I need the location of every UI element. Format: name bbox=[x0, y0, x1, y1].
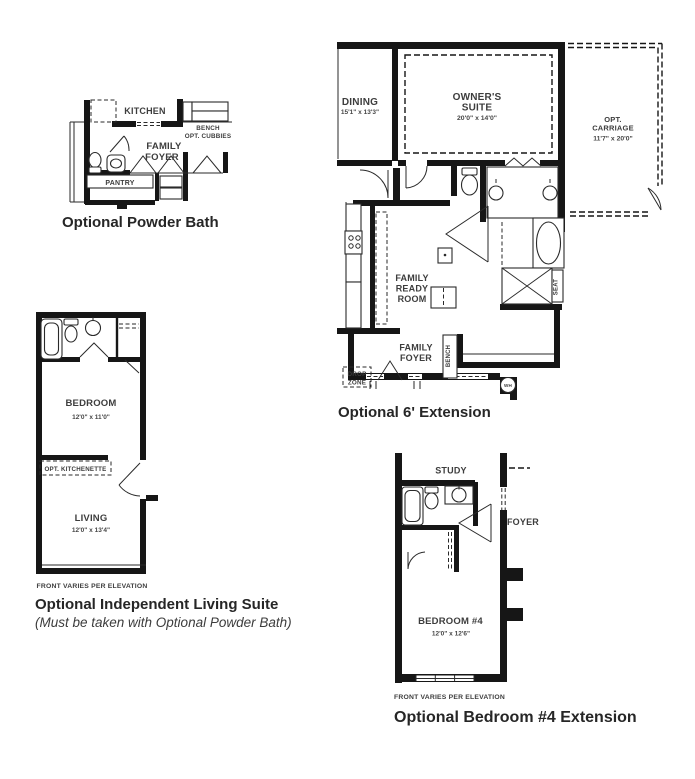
study-label: STUDY bbox=[435, 465, 467, 476]
water-heater-label: WH bbox=[503, 383, 513, 388]
powder-room-door bbox=[110, 136, 129, 152]
pedestal-sink-icon bbox=[107, 155, 125, 172]
family-foyer-label-1: FAMILY bbox=[399, 342, 433, 353]
family-ready-room-label-2: READY bbox=[395, 283, 429, 294]
bench-cubbies-casework bbox=[183, 102, 228, 121]
family-ready-room-label-1: FAMILY bbox=[395, 273, 429, 283]
kitchen-casework bbox=[345, 204, 387, 328]
toilet-icon bbox=[462, 168, 478, 195]
family-foyer-label-1: FAMILY bbox=[146, 141, 182, 152]
opt-kitchenette-label: OPT. KITCHENETTE bbox=[44, 466, 107, 473]
tub-icon bbox=[402, 487, 423, 525]
bedroom4-label: BEDROOM #4 bbox=[418, 616, 483, 627]
sink-icon bbox=[445, 486, 473, 504]
tub-icon bbox=[533, 218, 564, 268]
opt-cubbies-label: OPT. CUBBIES bbox=[184, 133, 232, 140]
seat-label: SEAT bbox=[553, 278, 560, 296]
toilet-icon bbox=[425, 487, 438, 509]
sink-icon bbox=[86, 317, 101, 336]
bedroom-label: BEDROOM bbox=[65, 398, 117, 409]
pantry-shelving bbox=[87, 175, 182, 199]
toilet-icon bbox=[64, 319, 78, 342]
family-ready-room-label-3: ROOM bbox=[397, 294, 427, 304]
independent-living-suite-plan bbox=[33, 303, 163, 593]
living-dim: 12'0" x 13'4" bbox=[71, 527, 111, 534]
tub-icon bbox=[41, 319, 62, 359]
ready-room-sink-icon bbox=[438, 248, 452, 263]
foyer-label: FOYER bbox=[506, 517, 540, 527]
dining-label: DINING bbox=[341, 97, 379, 108]
living-suite-subcaption: (Must be taken with Optional Powder Bath) bbox=[35, 615, 292, 630]
opt-carriage-dim: 11'7" x 20'0" bbox=[593, 135, 633, 143]
living-suite-caption: Optional Independent Living Suite bbox=[35, 596, 279, 613]
opt-carriage-label-2: CARRIAGE bbox=[592, 123, 634, 133]
six-ft-extension-caption: Optional 6' Extension bbox=[338, 404, 491, 421]
owners-suite-label-1: OWNER'S bbox=[452, 92, 502, 103]
family-foyer-label-2: FOYER bbox=[399, 353, 433, 363]
front-varies-note: FRONT VARIES PER ELEVATION bbox=[36, 583, 148, 590]
bedroom4-extension-plan bbox=[392, 452, 562, 704]
toilet-icon bbox=[89, 153, 101, 174]
bedroom-dim: 12'0" x 11'0" bbox=[72, 414, 110, 421]
bedroom4-caption: Optional Bedroom #4 Extension bbox=[394, 709, 637, 726]
six-ft-extension-plan bbox=[330, 28, 695, 402]
powder-bath-caption: Optional Powder Bath bbox=[62, 214, 219, 231]
bench-label: BENCH bbox=[446, 344, 452, 368]
owners-suite-label-2: SUITE bbox=[461, 102, 493, 114]
kitchen-label: KITCHEN bbox=[124, 106, 166, 116]
dining-dim: 15'1" x 13'3" bbox=[340, 109, 380, 116]
closet-shelving bbox=[117, 318, 139, 373]
washer-dryer-icon bbox=[431, 287, 456, 308]
front-varies-note: FRONT VARIES PER ELEVATION bbox=[394, 694, 505, 701]
bench-label: BENCH bbox=[196, 125, 220, 132]
closet-shelving bbox=[449, 532, 452, 570]
drop-zone-label-2: ZONE bbox=[347, 379, 367, 387]
opt-carriage-label-1: OPT. bbox=[604, 115, 622, 124]
family-foyer-label-2: FOYER bbox=[145, 152, 179, 163]
owners-suite-dim: 20'0" x 14'0" bbox=[457, 115, 497, 122]
living-label: LIVING bbox=[74, 513, 108, 524]
drop-zone-label-1: DROP bbox=[347, 371, 367, 378]
refrigerator-icon bbox=[91, 100, 116, 122]
pantry-label: PANTRY bbox=[105, 180, 135, 187]
bedroom4-dim: 12'0" x 12'6" bbox=[431, 630, 471, 638]
